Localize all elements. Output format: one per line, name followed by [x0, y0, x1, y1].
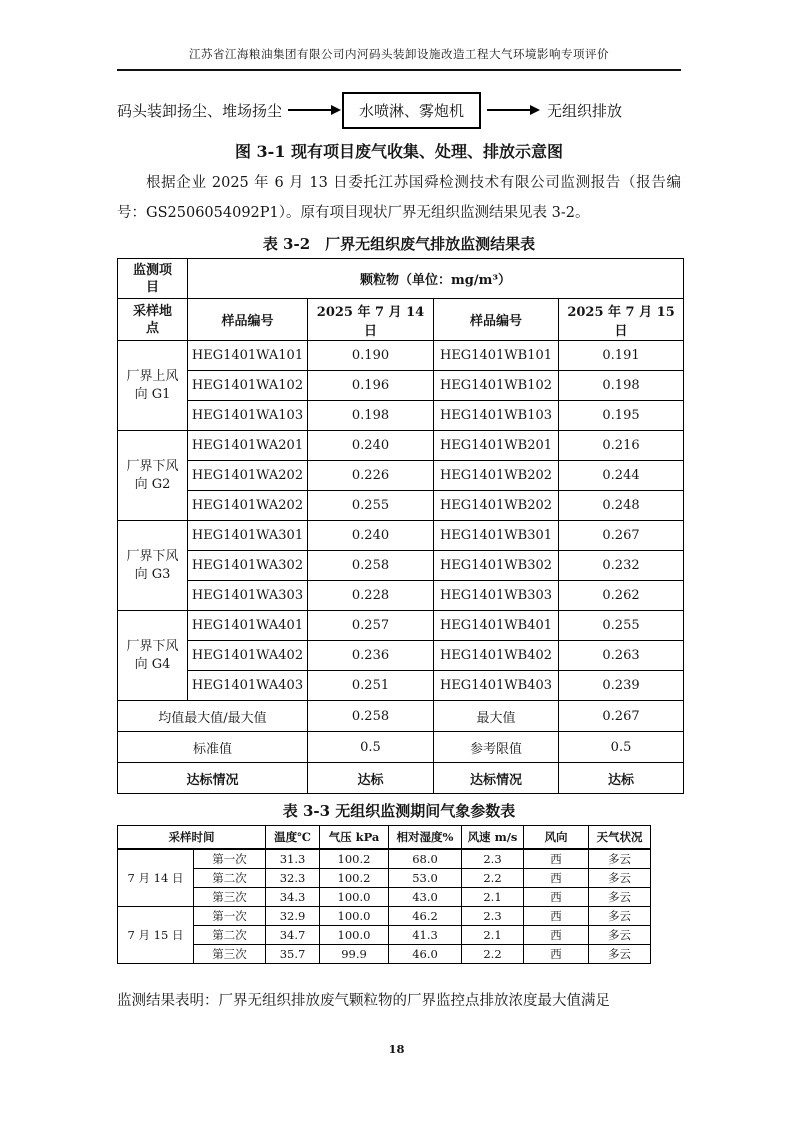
- col-header-date-a: 2025 年 7 月 14 日: [308, 299, 434, 341]
- intro-paragraph: 根据企业 2025 年 6 月 13 日委托江苏国舜检测技术有限公司监测报告（报告编号：GS2506054092P1）。原有项目现状厂界无组织监测结果见表 3-2。: [117, 175, 681, 221]
- humidity-cell: 53.0: [389, 868, 462, 887]
- concentration-cell: 0.239: [559, 671, 684, 701]
- concentration-cell: 0.190: [308, 341, 434, 371]
- standard-value-cell: 0.5: [308, 732, 434, 763]
- trial-cell: 第一次: [194, 849, 266, 869]
- standard-value-cell: 0.5: [559, 732, 684, 763]
- col-header-sample-no-a: 样品编号: [188, 299, 308, 341]
- concentration-cell: 0.262: [559, 581, 684, 611]
- col-header-wind-direction: 风向: [524, 826, 589, 849]
- col-header-date-b: 2025 年 7 月 15 日: [559, 299, 684, 341]
- weather-cell: 多云: [589, 849, 651, 869]
- concentration-cell: 0.263: [559, 641, 684, 671]
- temperature-cell: 31.3: [266, 849, 320, 869]
- flow-source-label: 码头装卸扬尘、堆场扬尘: [117, 101, 283, 120]
- compliance-value-cell: 达标: [559, 763, 684, 794]
- wind-direction-cell: 西: [524, 925, 589, 944]
- monitoring-results-table: [117, 258, 684, 794]
- table-row: [118, 887, 651, 906]
- table-row-compliance: [118, 763, 684, 794]
- humidity-cell: 46.2: [389, 906, 462, 925]
- pressure-cell: 100.0: [320, 887, 389, 906]
- sample-id-cell: HEG1401WA103: [188, 401, 308, 431]
- table-row: [118, 551, 684, 581]
- concentration-cell: 0.191: [559, 341, 684, 371]
- sample-id-cell: HEG1401WB301: [434, 521, 559, 551]
- col-header-wind-speed: 风速 m/s: [462, 826, 524, 849]
- concentration-cell: 0.198: [559, 371, 684, 401]
- sample-id-cell: HEG1401WB401: [434, 611, 559, 641]
- sample-id-cell: HEG1401WB202: [434, 491, 559, 521]
- pressure-cell: 99.9: [320, 944, 389, 963]
- sample-id-cell: HEG1401WB103: [434, 401, 559, 431]
- trial-cell: 第二次: [194, 925, 266, 944]
- page-header: [117, 46, 681, 71]
- sample-id-cell: HEG1401WB101: [434, 341, 559, 371]
- col-header-sample-no-b: 样品编号: [434, 299, 559, 341]
- standard-label-cell: 参考限值: [434, 732, 559, 763]
- table-row: [118, 371, 684, 401]
- weather-cell: 多云: [589, 944, 651, 963]
- col-header-pressure: 气压 kPa: [320, 826, 389, 849]
- flow-output-label: 无组织排放: [547, 101, 623, 120]
- concentration-cell: 0.251: [308, 671, 434, 701]
- concentration-cell: 0.258: [308, 551, 434, 581]
- humidity-cell: 68.0: [389, 849, 462, 869]
- trial-cell: 第一次: [194, 906, 266, 925]
- trial-cell: 第三次: [194, 887, 266, 906]
- table-row: [118, 641, 684, 671]
- wind-speed-cell: 2.3: [462, 906, 524, 925]
- location-cell: 厂界下风向 G3: [118, 521, 188, 611]
- pressure-cell: 100.2: [320, 849, 389, 869]
- sample-id-cell: HEG1401WA101: [188, 341, 308, 371]
- col-header-location: 采样地点: [118, 299, 188, 341]
- sample-id-cell: HEG1401WB403: [434, 671, 559, 701]
- weather-cell: 多云: [589, 887, 651, 906]
- sample-id-cell: HEG1401WA302: [188, 551, 308, 581]
- sample-id-cell: HEG1401WB102: [434, 371, 559, 401]
- flow-process-box: 水喷淋、雾炮机: [342, 92, 481, 129]
- sample-id-cell: HEG1401WA303: [188, 581, 308, 611]
- weather-parameters-table: [117, 825, 651, 964]
- table-row: [118, 521, 684, 551]
- sample-id-cell: HEG1401WA102: [188, 371, 308, 401]
- weather-cell: 多云: [589, 868, 651, 887]
- concentration-cell: 0.255: [559, 611, 684, 641]
- pressure-cell: 100.2: [320, 868, 389, 887]
- wind-direction-cell: 西: [524, 868, 589, 887]
- concentration-cell: 0.226: [308, 461, 434, 491]
- date-cell: 7 月 15 日: [118, 906, 194, 963]
- concentration-cell: 0.255: [308, 491, 434, 521]
- compliance-label-cell: 达标情况: [118, 763, 308, 794]
- col-header-monitor-item: 监测项目: [118, 259, 188, 299]
- table-row: [118, 671, 684, 701]
- concentration-cell: 0.236: [308, 641, 434, 671]
- sample-id-cell: HEG1401WB201: [434, 431, 559, 461]
- humidity-cell: 41.3: [389, 925, 462, 944]
- col-header-humidity: 相对湿度%: [389, 826, 462, 849]
- right-arrow-icon: [487, 109, 531, 111]
- sample-id-cell: HEG1401WA301: [188, 521, 308, 551]
- concentration-cell: 0.267: [559, 521, 684, 551]
- closing-paragraph: 监测结果表明：厂界无组织排放废气颗粒物的厂界监控点排放浓度最大值满足: [117, 992, 610, 1009]
- table-row: [118, 611, 684, 641]
- date-cell: 7 月 14 日: [118, 849, 194, 907]
- sample-id-cell: HEG1401WA401: [188, 611, 308, 641]
- temperature-cell: 32.9: [266, 906, 320, 925]
- page-number: 18: [388, 1042, 405, 1056]
- wind-speed-cell: 2.3: [462, 849, 524, 869]
- compliance-label-cell: 达标情况: [434, 763, 559, 794]
- humidity-cell: 43.0: [389, 887, 462, 906]
- sample-id-cell: HEG1401WB303: [434, 581, 559, 611]
- col-header-temperature: 温度℃: [266, 826, 320, 849]
- figure-caption: 图 3-1 现有项目废气收集、处理、排放示意图: [234, 142, 564, 161]
- col-header-weather: 天气状况: [589, 826, 651, 849]
- concentration-cell: 0.195: [559, 401, 684, 431]
- humidity-cell: 46.0: [389, 944, 462, 963]
- summary-value-cell: 0.258: [308, 701, 434, 732]
- sample-id-cell: HEG1401WB402: [434, 641, 559, 671]
- summary-label-cell: 最大值: [434, 701, 559, 732]
- concentration-cell: 0.198: [308, 401, 434, 431]
- sample-id-cell: HEG1401WB202: [434, 461, 559, 491]
- standard-label-cell: 标准值: [118, 732, 308, 763]
- location-cell: 厂界下风向 G2: [118, 431, 188, 521]
- col-header-sampling-time: 采样时间: [118, 826, 266, 849]
- sample-id-cell: HEG1401WA202: [188, 491, 308, 521]
- temperature-cell: 34.7: [266, 925, 320, 944]
- table-row: [118, 925, 651, 944]
- table-row-standard: [118, 732, 684, 763]
- pressure-cell: 100.0: [320, 906, 389, 925]
- temperature-cell: 34.3: [266, 887, 320, 906]
- temperature-cell: 32.3: [266, 868, 320, 887]
- trial-cell: 第二次: [194, 868, 266, 887]
- summary-label-cell: 均值最大值/最大值: [118, 701, 308, 732]
- wind-direction-cell: 西: [524, 849, 589, 869]
- table-row: [118, 868, 651, 887]
- wind-direction-cell: 西: [524, 887, 589, 906]
- trial-cell: 第三次: [194, 944, 266, 963]
- pressure-cell: 100.0: [320, 925, 389, 944]
- sample-id-cell: HEG1401WA202: [188, 461, 308, 491]
- wind-direction-cell: 西: [524, 906, 589, 925]
- sample-id-cell: HEG1401WA403: [188, 671, 308, 701]
- location-cell: 厂界下风向 G4: [118, 611, 188, 701]
- table-row: [118, 341, 684, 371]
- wind-speed-cell: 2.1: [462, 887, 524, 906]
- sample-id-cell: HEG1401WA201: [188, 431, 308, 461]
- header-title: 江苏省江海粮油集团有限公司内河码头装卸设施改造工程大气环境影响专项评价: [189, 47, 609, 61]
- concentration-cell: 0.248: [559, 491, 684, 521]
- table-3-2-caption: 表 3-2 厂界无组织废气排放监测结果表: [262, 235, 536, 253]
- location-cell: 厂界上风向 G1: [118, 341, 188, 431]
- sample-id-cell: HEG1401WA402: [188, 641, 308, 671]
- table-3-3-caption: 表 3-3 无组织监测期间气象参数表: [282, 802, 516, 820]
- concentration-cell: 0.196: [308, 371, 434, 401]
- temperature-cell: 35.7: [266, 944, 320, 963]
- wind-speed-cell: 2.2: [462, 944, 524, 963]
- weather-cell: 多云: [589, 906, 651, 925]
- right-arrow-icon: [288, 109, 332, 111]
- table-row: [118, 491, 684, 521]
- concentration-cell: 0.240: [308, 521, 434, 551]
- table-row: [118, 401, 684, 431]
- table-row: [118, 461, 684, 491]
- sample-id-cell: HEG1401WB302: [434, 551, 559, 581]
- compliance-value-cell: 达标: [308, 763, 434, 794]
- table-row-summary: [118, 701, 684, 732]
- table-row: [118, 431, 684, 461]
- table-row: [118, 581, 684, 611]
- concentration-cell: 0.244: [559, 461, 684, 491]
- concentration-cell: 0.232: [559, 551, 684, 581]
- summary-value-cell: 0.267: [559, 701, 684, 732]
- concentration-cell: 0.257: [308, 611, 434, 641]
- wind-speed-cell: 2.2: [462, 868, 524, 887]
- table-row: [118, 849, 651, 869]
- concentration-cell: 0.216: [559, 431, 684, 461]
- weather-cell: 多云: [589, 925, 651, 944]
- concentration-cell: 0.228: [308, 581, 434, 611]
- process-flow-diagram: [117, 92, 681, 128]
- wind-direction-cell: 西: [524, 944, 589, 963]
- table-row: [118, 906, 651, 925]
- concentration-cell: 0.240: [308, 431, 434, 461]
- table-row: [118, 944, 651, 963]
- wind-speed-cell: 2.1: [462, 925, 524, 944]
- col-header-pollutant: 颗粒物（单位：mg/m³）: [188, 259, 684, 299]
